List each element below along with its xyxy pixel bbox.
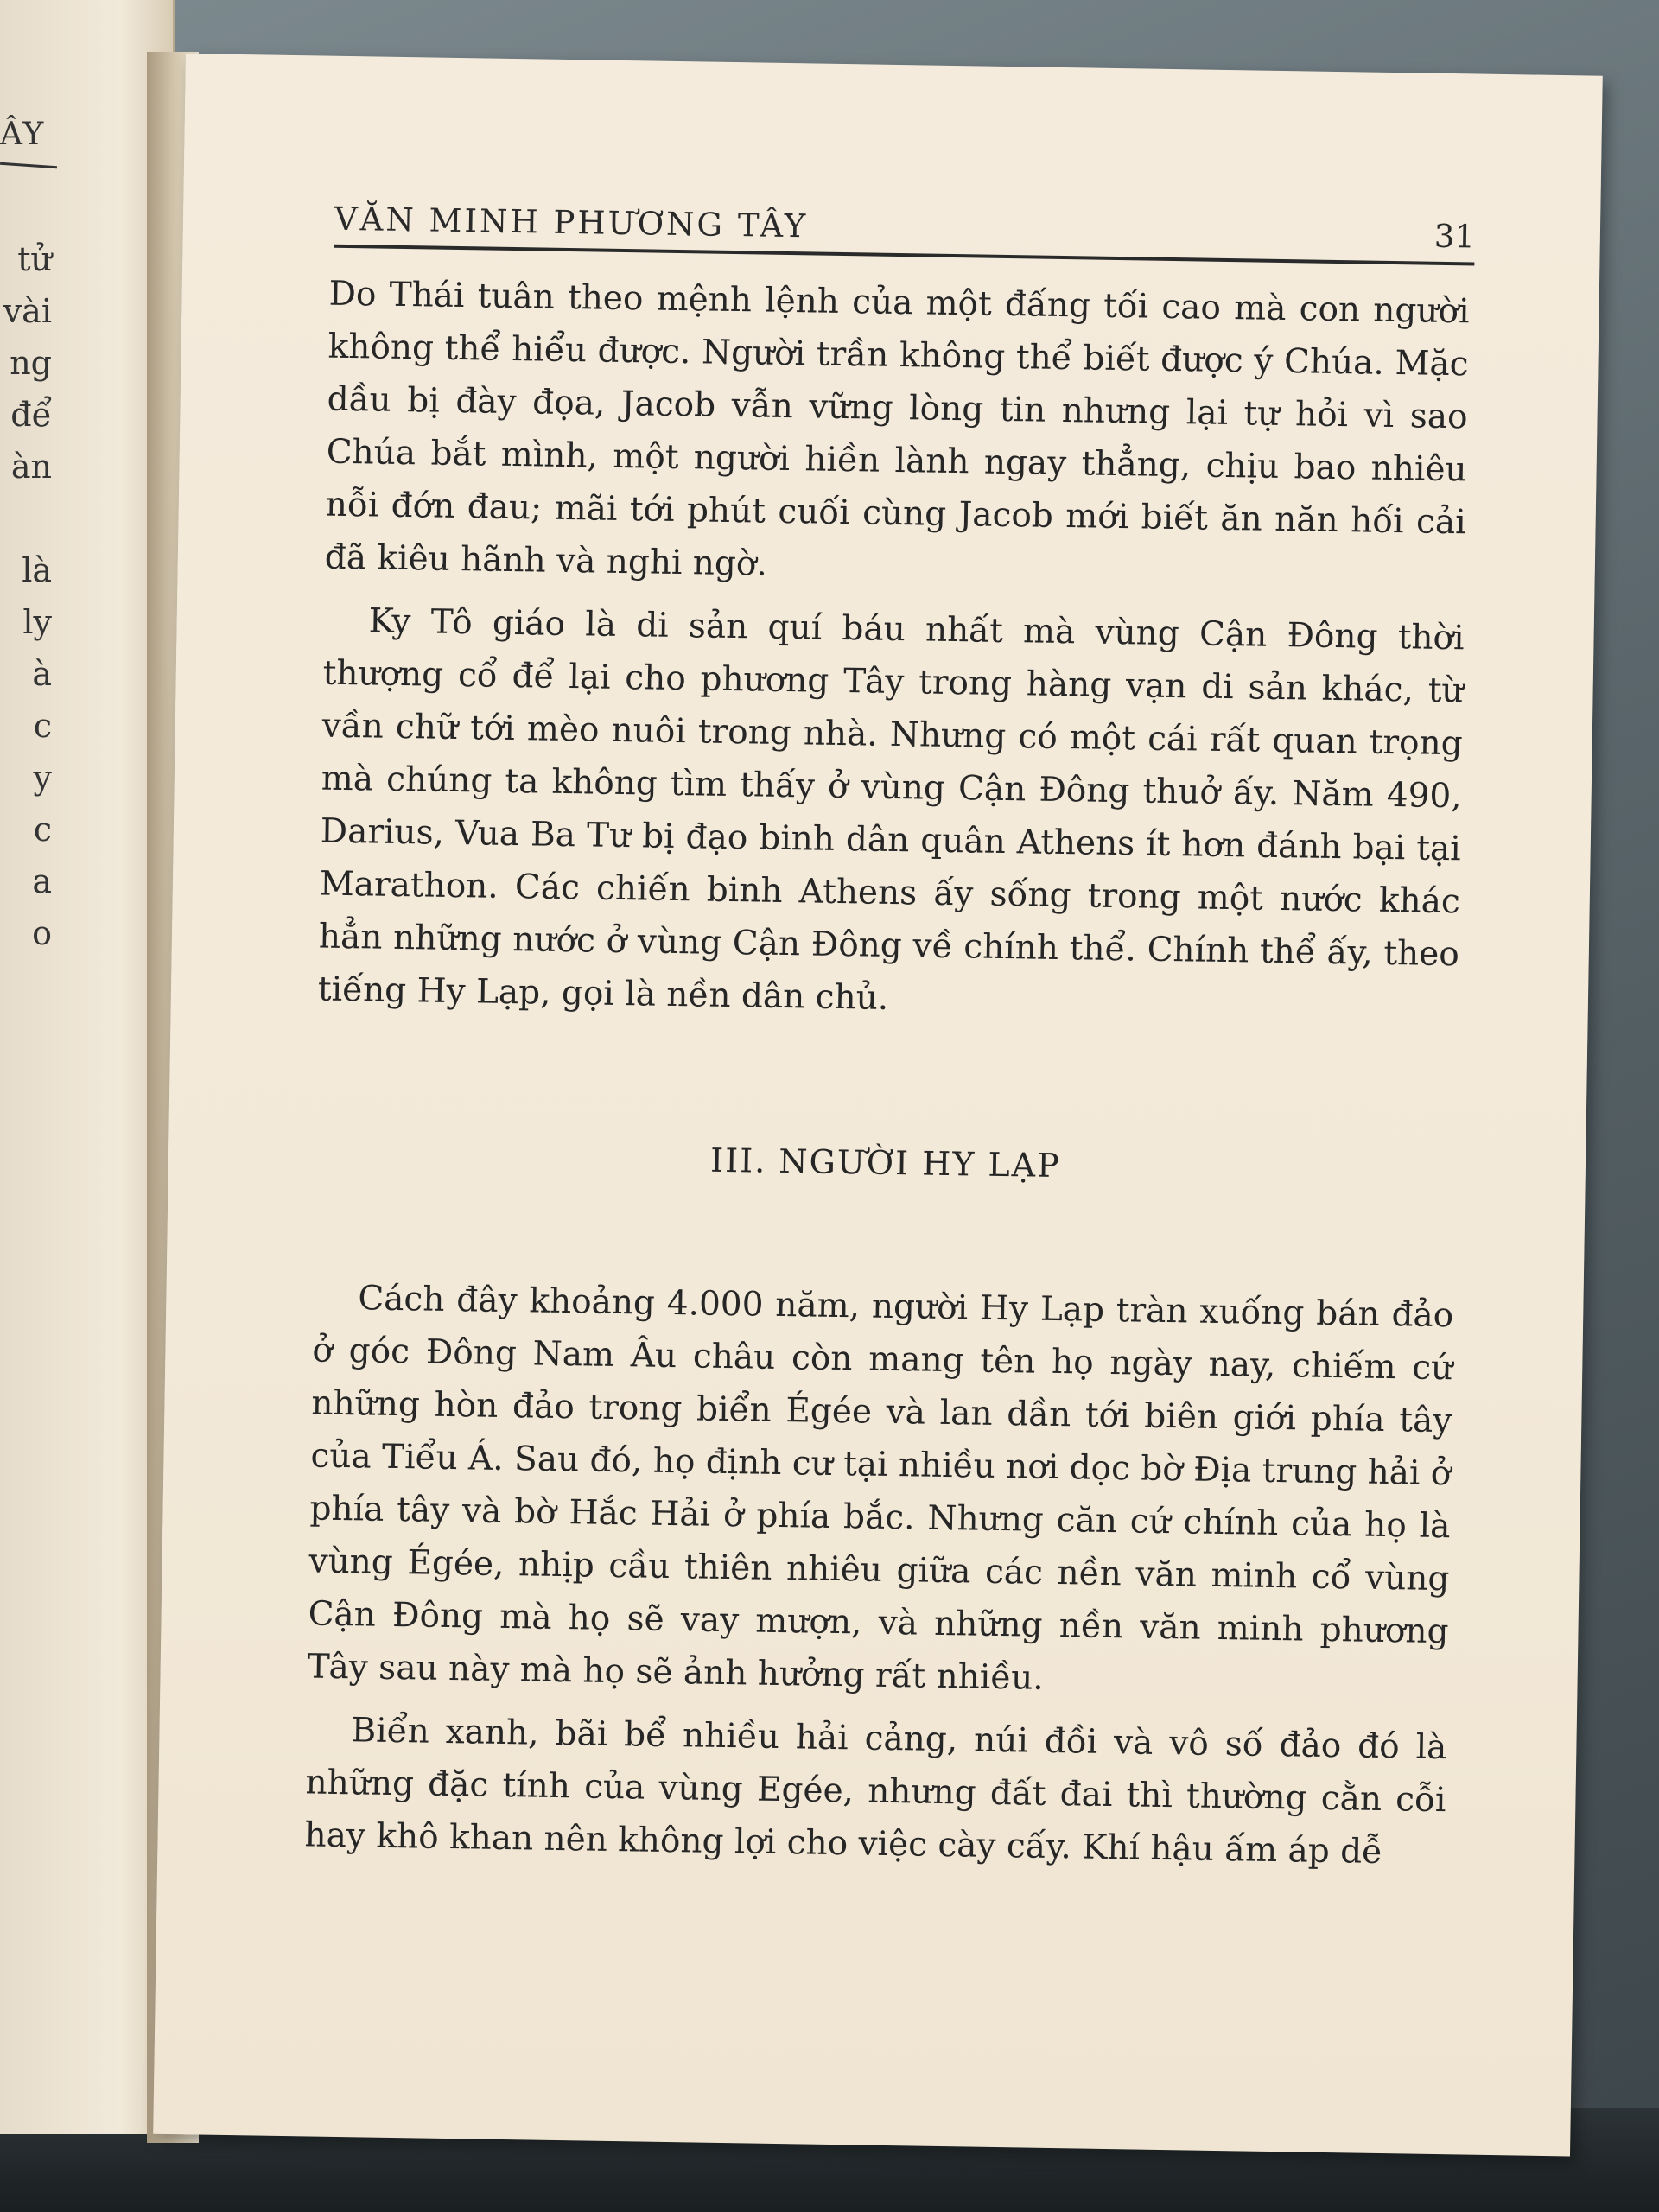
book-page (153, 54, 1603, 2156)
running-header (334, 186, 1476, 256)
left-line-fragment: àn (10, 448, 52, 486)
left-page-line-fragments (0, 233, 60, 959)
left-line-fragment: y (33, 759, 52, 797)
left-line-fragment: a (32, 862, 52, 900)
left-page-header-rule (0, 162, 57, 169)
left-line-fragment (0, 493, 60, 544)
paragraph: Do Thái tuân theo mệnh lệnh của một đấng tối cao mà con người không thể hiểu được. Người trần không thể biết được ý Chúa. Mặc dầu bị đày đọa, Jacob vẫn vững lòng tin nhưng lại tự hỏi vì sao Chúa bắt mình, một người hiền lành ngay thẳng, chịu bao nhiêu nỗi đớn đau; mãi tới phút cuối cùng Jacob mới biết ăn năn hối cải đã kiêu hãnh và nghi ngờ. (324, 274, 1470, 584)
left-line-fragment: à (32, 655, 52, 693)
running-header-title: VĂN MINH PHƯƠNG TÂY (334, 200, 809, 245)
paragraph: Cách đây khoảng 4.000 năm, người Hy Lạp tràn xuống bán đảo ở góc Đông Nam Âu châu còn mang tên họ ngày nay, chiếm cứ những hòn đảo trong biển Égée và lan dần tới biên giới phía tây của Tiểu Á. Sau đó, họ định cư tại nhiều nơi dọc bờ Địa trung hải ở phía tây và bờ Hắc Hải ở phía bắc. Nhưng căn cứ chính của họ là vùng Égée, nhịp cầu thiên nhiêu giữa các nền văn minh cổ vùng Cận Đông mà họ sẽ vay mượn, và những nền văn minh phương Tây sau này mà họ sẽ ảnh hưởng rất nhiều. (307, 1279, 1454, 1698)
left-line-fragment: c (33, 810, 52, 849)
body-text (304, 268, 1470, 1891)
left-line-fragment: tử (17, 240, 52, 278)
page-number: 31 (1433, 217, 1476, 256)
section-heading: III. NGƯỜI HY LẠP (709, 1141, 1062, 1185)
left-page-header-fragment: ÂY (0, 117, 46, 152)
left-line-fragment: vài (3, 292, 52, 330)
left-line-fragment: để (10, 396, 52, 434)
left-line-fragment: o (32, 914, 52, 952)
left-line-fragment: là (22, 551, 52, 589)
left-line-fragment: ly (22, 603, 52, 641)
left-line-fragment: c (33, 707, 52, 745)
left-line-fragment: ng (10, 344, 52, 382)
paragraph: Biển xanh, bãi bể nhiều hải cảng, núi đồi và vô số đảo đó là những đặc tính của vùng Egée, nhưng đất đai thì thường cằn cỗi hay khô khan nên không lợi cho việc cày cấy. Khí hậu ấm áp dễ (304, 1711, 1447, 1872)
paragraph: Ky Tô giáo là di sản quí báu nhất mà vùng Cận Đông thời thượng cổ để lại cho phương Tây trong hàng vạn di sản khác, từ vần chữ tới mèo nuôi trong nhà. Nhưng có một cái rất quan trọng mà chúng ta không tìm thấy ở vùng Cận Đông thuở ấy. Năm 490, Darius, Vua Ba Tư bị đạo binh dân quân Athens ít hơn đánh bại tại Marathon. Các chiến binh Athens ấy sống trong một nước khác hẳn những nước ở vùng Cận Đông về chính thể. Chính thể ấy, theo tiếng Hy Lạp, gọi là nền dân chủ. (317, 601, 1465, 1018)
